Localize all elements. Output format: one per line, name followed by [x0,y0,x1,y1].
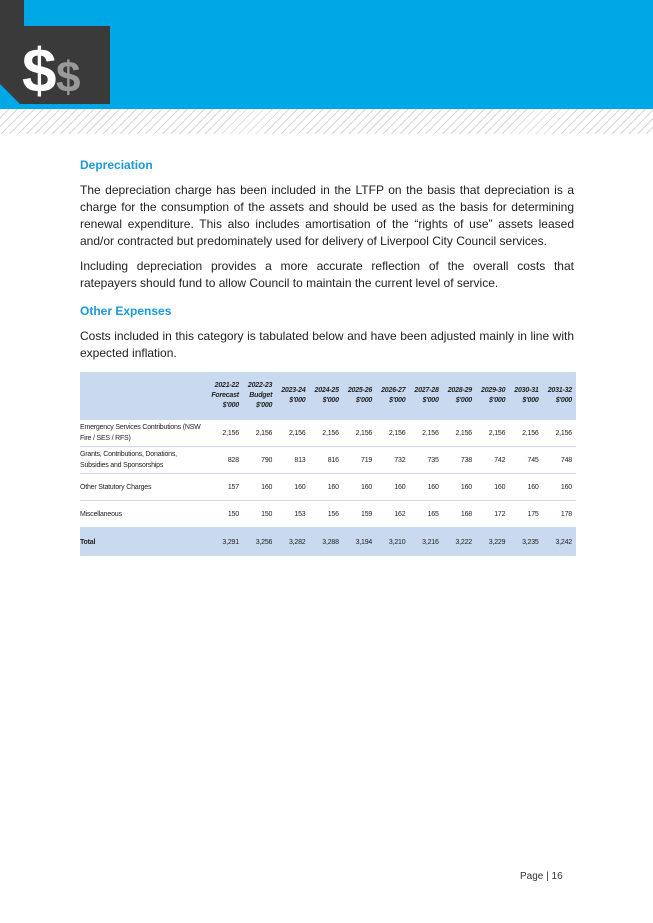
table-header-2029-30: 2029-30 $'000 [481,387,506,404]
table-cell: 2,156 [476,420,509,447]
table-cell: 160 [476,474,509,501]
other-expenses-table [80,372,576,556]
table-total-row [80,528,576,557]
dollar-logo-icon [0,0,110,110]
table-cell: 3,288 [310,528,343,557]
table-cell: 160 [543,474,576,501]
table-cell: 2,156 [409,420,442,447]
table-cell: 3,242 [543,528,576,557]
table-cell: 160 [376,474,409,501]
table-header-2023-24: 2023-24 $'000 [281,387,306,404]
table-cell: 2,156 [276,420,309,447]
table-header-2030-31: 2030-31 $'000 [514,387,539,404]
table-row [80,474,576,501]
table-header-blank [80,372,206,420]
header-hatch-pattern [0,109,653,134]
table-cell: 2,156 [206,420,243,447]
row-label: Other Statutory Charges [80,474,206,501]
table-cell: 178 [543,501,576,528]
table-cell: 160 [443,474,476,501]
table-cell: 157 [206,474,243,501]
table-cell: 745 [509,447,542,474]
table-cell: 2,156 [443,420,476,447]
table-cell: 2,156 [543,420,576,447]
depreciation-heading: Depreciation [80,158,153,172]
table-cell: 160 [509,474,542,501]
table-row [80,447,576,474]
table-cell: 160 [409,474,442,501]
table-cell: 790 [243,447,276,474]
table-cell: 3,229 [476,528,509,557]
table-cell: 2,156 [509,420,542,447]
table-cell: 159 [343,501,376,528]
table-row [80,501,576,528]
depreciation-paragraph-1: The depreciation charge has been included in the LTFP on the basis that depreciation is a charge for the consumption of the assets and should be used as the basis for determining renewal expenditure. This also includes amortisation of the “rights of use” assets leased and/or contracted but predominately used for delivery of Liverpool City Council services. [80,183,574,248]
table-cell: 3,216 [409,528,442,557]
table-cell: 3,282 [276,528,309,557]
table-cell: 732 [376,447,409,474]
table-cell: 742 [476,447,509,474]
table-cell: 813 [276,447,309,474]
table-cell: 816 [310,447,343,474]
table-cell: 160 [343,474,376,501]
table-cell: 2,156 [343,420,376,447]
logo-dollar-main: $ [22,37,57,106]
table-cell: 156 [310,501,343,528]
table-cell: 3,210 [376,528,409,557]
table-header-2028-29: 2028-29 $'000 [447,387,472,404]
table-cell: 748 [543,447,576,474]
table-cell: 165 [409,501,442,528]
table-header-2027-28: 2027-28 $'000 [414,387,439,404]
table-cell: 160 [310,474,343,501]
table-cell: 160 [276,474,309,501]
table-cell: 150 [243,501,276,528]
table-cell: 153 [276,501,309,528]
table-header-2031-32: 2031-32 $'000 [547,387,572,404]
table-cell: 3,235 [509,528,542,557]
table-cell: 2,156 [310,420,343,447]
table-cell: 172 [476,501,509,528]
table-header-2022-23: 2022-23 Budget $'000 [247,382,273,409]
table-cell: 3,194 [343,528,376,557]
table-cell: 168 [443,501,476,528]
depreciation-paragraph-2: Including depreciation provides a more accurate reflection of the overall costs that ratepayers should fund to allow Council to maintain the current level of service. [80,259,574,290]
other-expenses-heading: Other Expenses [80,304,172,318]
table-cell: 175 [509,501,542,528]
table-header-row [80,372,576,420]
table-cell: 3,256 [243,528,276,557]
logo-dollar-small: $ [56,53,81,102]
table-cell: 3,291 [206,528,243,557]
page-number: Page | 16 [520,871,563,882]
other-expenses-paragraph: Costs included in this category is tabulated below and have been adjusted mainly in line with expected inflation. [80,329,574,360]
table-header-2024-25: 2024-25 $'000 [314,387,339,404]
table-cell: 735 [409,447,442,474]
table-cell: 719 [343,447,376,474]
row-label: Emergency Services Contributions (NSW Fire / SES / RFS) [80,420,206,447]
table-cell: 2,156 [376,420,409,447]
table-header-2021-22: 2021-22 Forecast $'000 [211,382,239,409]
row-label: Grants, Contributions, Donations, Subsidies and Sponsorships [80,447,206,474]
table-header-2026-27: 2026-27 $'000 [381,387,406,404]
row-label: Total [80,528,206,557]
table-row [80,420,576,447]
table-cell: 738 [443,447,476,474]
row-label: Miscellaneous [80,501,206,528]
table-cell: 828 [206,447,243,474]
table-header-2025-26: 2025-26 $'000 [347,387,373,404]
table-cell: 3,222 [443,528,476,557]
table-cell: 150 [206,501,243,528]
table-cell: 2,156 [243,420,276,447]
table-cell: 160 [243,474,276,501]
table-cell: 162 [376,501,409,528]
